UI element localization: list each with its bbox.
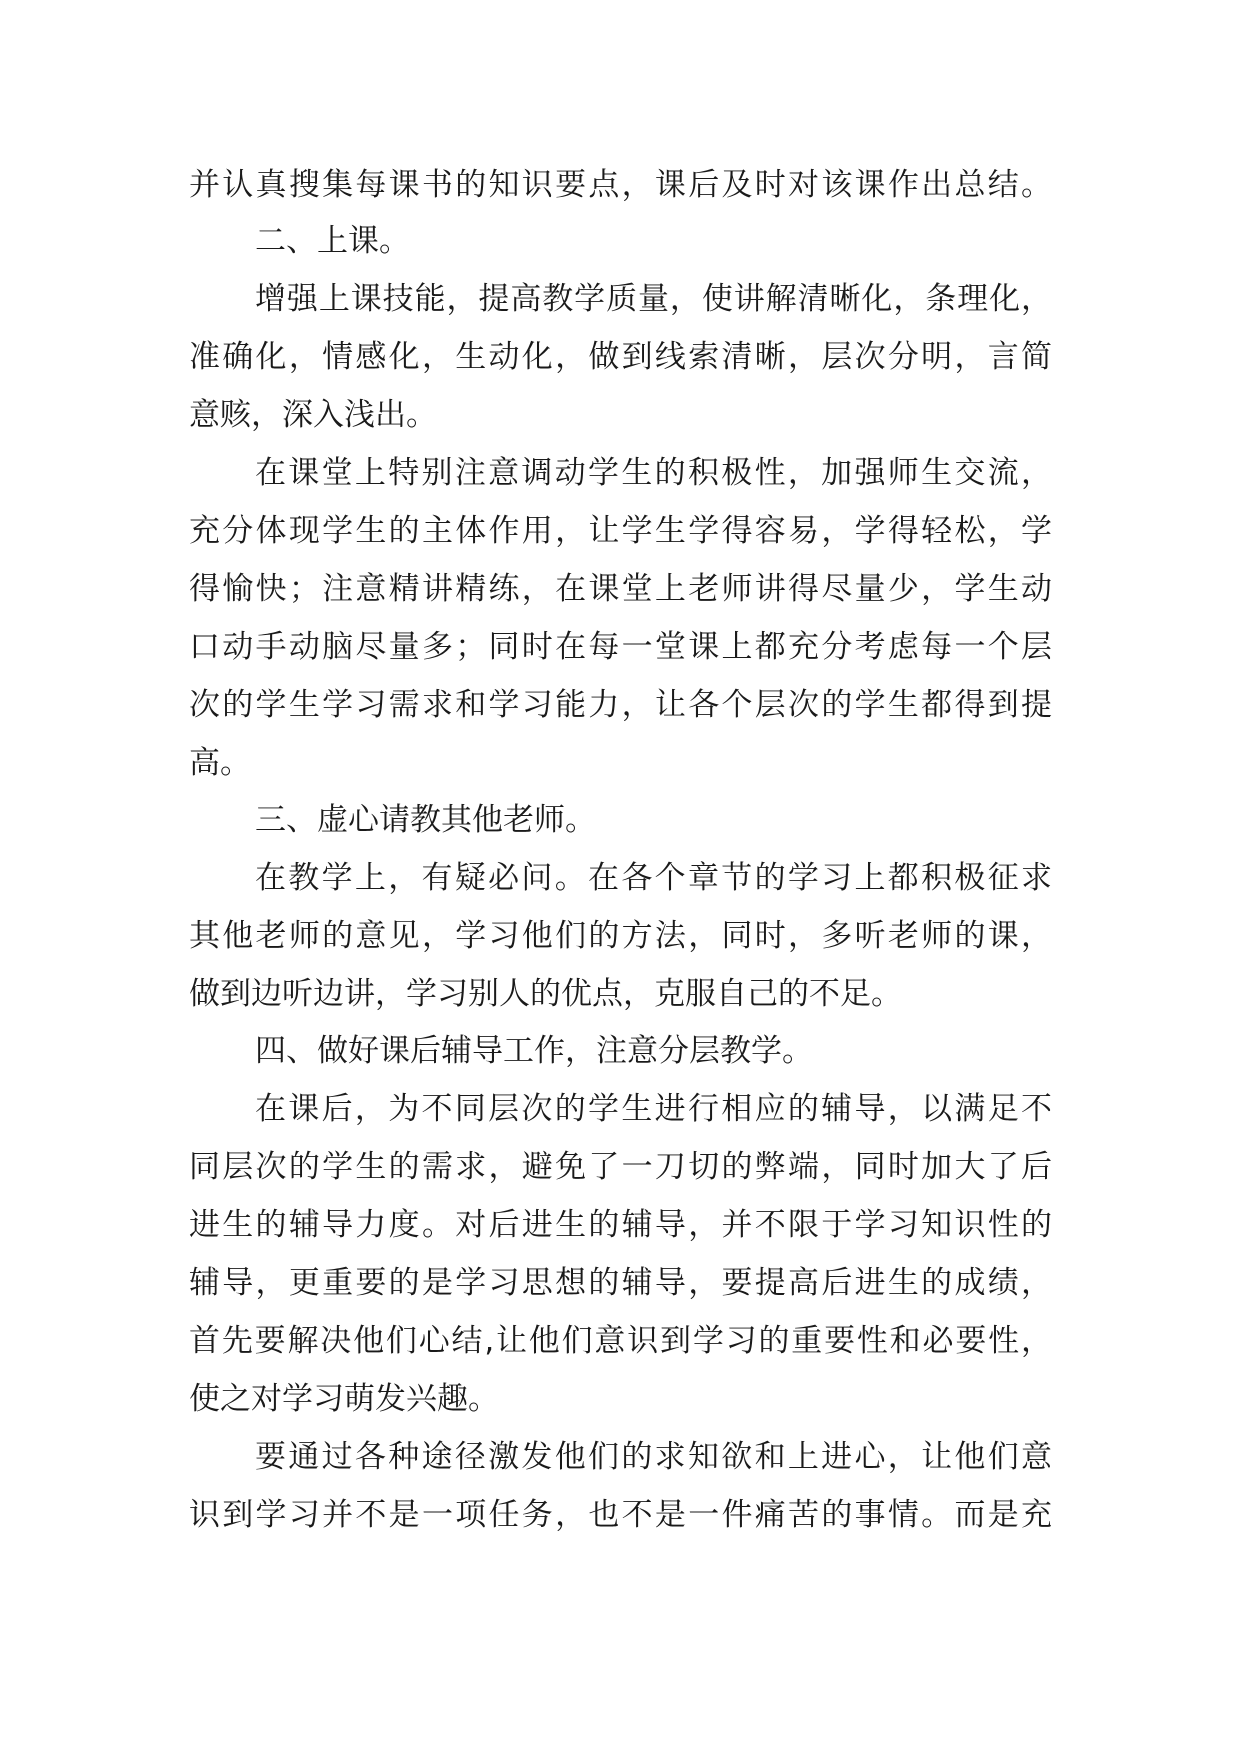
line-text: 在课堂上特别注意调动学生的积极性，加强师生交流， <box>255 455 1052 491</box>
text-line <box>0 1369 1241 1429</box>
line-text: 充分体现学生的主体作用，让学生学得容易，学得轻松，学 <box>189 513 1052 549</box>
line-text: 在教学上，有疑必问。在各个章节的学习上都积极征求 <box>255 860 1052 896</box>
paragraph-first-line <box>0 1427 1241 1487</box>
text-line <box>0 327 1241 387</box>
line-text: 意赅，深入浅出。 <box>189 397 437 433</box>
text-line <box>0 733 1241 793</box>
line-text: 首先要解决他们心结,让他们意识到学习的重要性和必要性， <box>189 1323 1052 1359</box>
line-text: 在课后，为不同层次的学生进行相应的辅导，以满足不 <box>255 1091 1052 1127</box>
text-line <box>0 964 1241 1024</box>
line-text: 进生的辅导力度。对后进生的辅导，并不限于学习知识性的 <box>189 1207 1052 1243</box>
text-line <box>0 501 1241 561</box>
paragraph-first-line <box>0 848 1241 908</box>
text-line <box>0 1485 1241 1545</box>
line-text: 得愉快；注意精讲精练，在课堂上老师讲得尽量少，学生动 <box>189 571 1052 607</box>
text-line <box>0 155 1241 215</box>
section-heading <box>0 211 1241 271</box>
text-line <box>0 385 1241 445</box>
line-text: 做到边听边讲，学习别人的优点，克服自己的不足。 <box>189 976 902 1012</box>
text-line <box>0 1311 1241 1371</box>
text-line <box>0 906 1241 966</box>
line-text: 识到学习并不是一项任务，也不是一件痛苦的事情。而是充 <box>189 1497 1052 1533</box>
line-text: 并认真搜集每课书的知识要点，课后及时对该课作出总结。 <box>189 167 1052 203</box>
line-text: 三、虚心请教其他老师。 <box>255 802 596 838</box>
line-text: 使之对学习萌发兴趣。 <box>189 1381 499 1417</box>
text-line <box>0 1137 1241 1197</box>
line-text: 四、做好课后辅导工作，注意分层教学。 <box>255 1033 813 1069</box>
section-heading <box>0 1021 1241 1081</box>
text-line <box>0 1253 1241 1313</box>
text-line <box>0 617 1241 677</box>
text-line <box>0 675 1241 735</box>
line-text: 增强上课技能，提高教学质量，使讲解清晰化，条理化， <box>255 281 1052 317</box>
line-text: 同层次的学生的需求，避免了一刀切的弊端，同时加大了后 <box>189 1149 1052 1185</box>
text-line <box>0 559 1241 619</box>
line-text: 高。 <box>189 745 251 781</box>
line-text: 二、上课。 <box>255 223 410 259</box>
paragraph-first-line <box>0 1079 1241 1139</box>
line-text: 辅导，更重要的是学习思想的辅导，要提高后进生的成绩， <box>189 1265 1052 1301</box>
line-text: 口动手动脑尽量多；同时在每一堂课上都充分考虑每一个层 <box>189 629 1052 665</box>
line-text: 准确化，情感化，生动化，做到线索清晰，层次分明，言简 <box>189 339 1052 375</box>
line-text: 其他老师的意见，学习他们的方法，同时，多听老师的课， <box>189 918 1052 954</box>
paragraph-first-line <box>0 269 1241 329</box>
line-text: 要通过各种途径激发他们的求知欲和上进心，让他们意 <box>255 1439 1052 1475</box>
line-text: 次的学生学习需求和学习能力，让各个层次的学生都得到提 <box>189 687 1052 723</box>
section-heading <box>0 790 1241 850</box>
text-line <box>0 1195 1241 1255</box>
paragraph-first-line <box>0 443 1241 503</box>
